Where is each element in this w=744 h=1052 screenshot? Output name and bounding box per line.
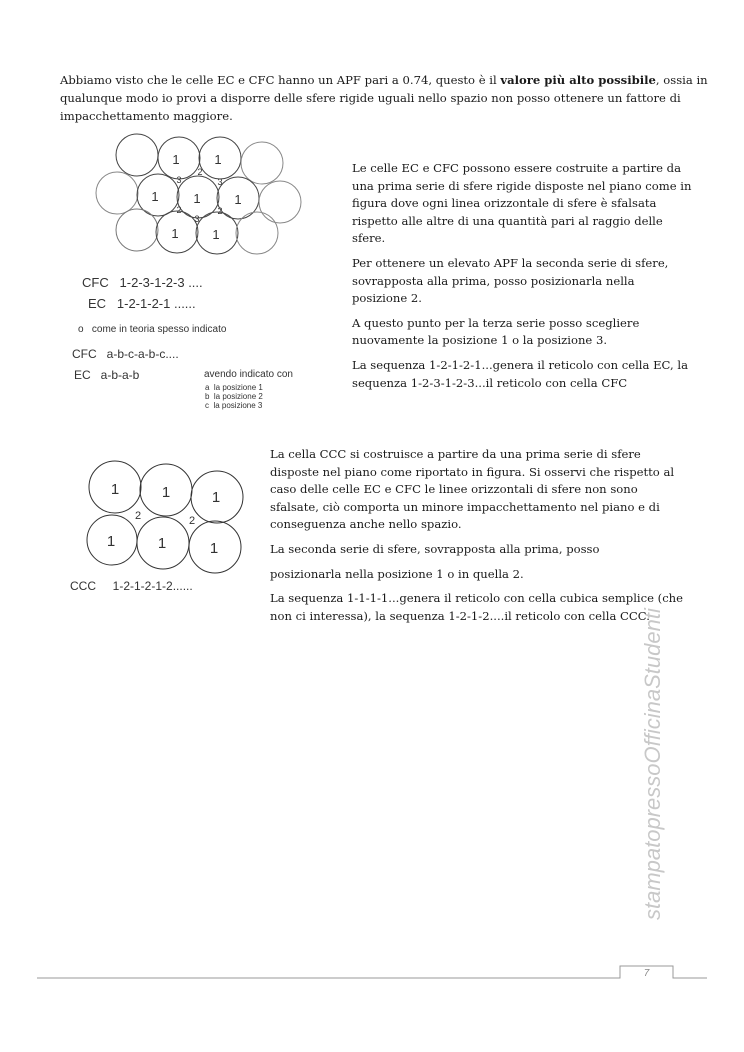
paragraph: La sequenza 1-2-1-2-1...genera il reticolo con cella EC, la sequenza 1-2-3-1-2-3...il reticolo con cella CFC xyxy=(352,357,689,390)
sphere-label: 1 xyxy=(106,533,116,550)
handwritten-note: EC 1-2-1-2-1 ...... xyxy=(88,296,196,311)
page-number: 7 xyxy=(643,968,650,979)
position-label: 2 xyxy=(176,205,182,215)
position-label: 2 xyxy=(134,510,142,522)
handwritten-note: CFC 1-2-3-1-2-3 .... xyxy=(82,275,203,290)
sphere-label: 1 xyxy=(161,484,171,501)
handwritten-note: CFC a-b-c-a-b-c.... xyxy=(72,347,179,361)
sphere-label: 1 xyxy=(172,152,180,167)
position-label: 2 xyxy=(188,515,196,527)
section2-text xyxy=(270,446,690,632)
position-label: 3 xyxy=(194,214,200,224)
footer-divider xyxy=(37,966,707,978)
sphere-label: 1 xyxy=(211,489,221,506)
sphere-label: 1 xyxy=(110,481,120,498)
watermark: stampatopressoOfficinaStudenti xyxy=(640,608,665,920)
position-label: 3 xyxy=(217,177,223,187)
handwritten-note: b la posizione 2 xyxy=(205,392,263,401)
intro-text: Abbiamo visto che le celle EC e CFC hanno un APF pari a 0.74, questo è il xyxy=(60,73,501,87)
sphere-label: 1 xyxy=(234,192,242,207)
sphere-label: 1 xyxy=(212,227,220,242)
sphere-label: 1 xyxy=(214,152,222,167)
paragraph: La seconda serie di sfere, sovrapposta alla prima, posso xyxy=(270,541,600,556)
sphere-label: 1 xyxy=(209,540,219,557)
section1-text xyxy=(352,160,692,399)
handwritten-note: avendo indicato con xyxy=(204,369,293,380)
sphere-label: 1 xyxy=(157,535,167,552)
handwritten-note: a la posizione 1 xyxy=(205,383,263,392)
paragraph: La cella CCC si costruisce a partire da una prima serie di sfere disposte nel piano come riportato in figura. Si osservi che rispetto al caso delle celle EC e CFC le linee orizzontali di sfere non sono sfalsate, ciò comporta un minore impacchettamento nel piano e di conseguenza anche nello spazio. xyxy=(270,447,675,532)
handwritten-note: EC a-b-a-b xyxy=(74,368,140,382)
handwritten-note: c la posizione 3 xyxy=(205,401,263,410)
paragraph: A questo punto per la terza serie posso scegliere nuovamente la posizione 1 o la posizione 3. xyxy=(352,315,640,348)
handwritten-note: CCC 1-2-1-2-1-2...... xyxy=(70,579,193,593)
sphere-label: 1 xyxy=(151,189,159,204)
position-label: 2 xyxy=(217,206,223,216)
position-label: 2 xyxy=(197,167,203,177)
position-label: 3 xyxy=(176,175,182,185)
paragraph: posizionarla nella posizione 1 o in quella 2. xyxy=(270,566,524,581)
handwritten-note: o come in teoria spesso indicato xyxy=(78,324,227,335)
sphere-label: 1 xyxy=(193,191,201,206)
paragraph: Le celle EC e CFC possono essere costruite a partire da una prima serie di sfere rigide disposte nel piano come in figura dove ogni linea orizzontale di sfere è sfalsata rispetto alle altre di una quantità pari al raggio delle sfere. xyxy=(352,161,692,246)
intro-text-end: , ossia in qualunque modo io provi a disporre delle sfere rigide uguali nello spazio non posso ottenere un fattore di impacchettamento maggiore. xyxy=(60,73,708,123)
sphere-label: 1 xyxy=(171,226,179,241)
paragraph: Per ottenere un elevato APF la seconda serie di sfere, sovrapposta alla prima, posso posizionarla nella posizione 2. xyxy=(352,255,669,306)
sphere-packing-figure-ccc xyxy=(87,461,243,573)
intro-paragraph xyxy=(60,71,710,125)
intro-bold-text: valore più alto possibile xyxy=(500,73,656,87)
paragraph: La sequenza 1-1-1-1...genera il reticolo con cella cubica semplice (che non ci interessa), la sequenza 1-2-1-2....il reticolo con cella CCC. xyxy=(270,591,684,623)
